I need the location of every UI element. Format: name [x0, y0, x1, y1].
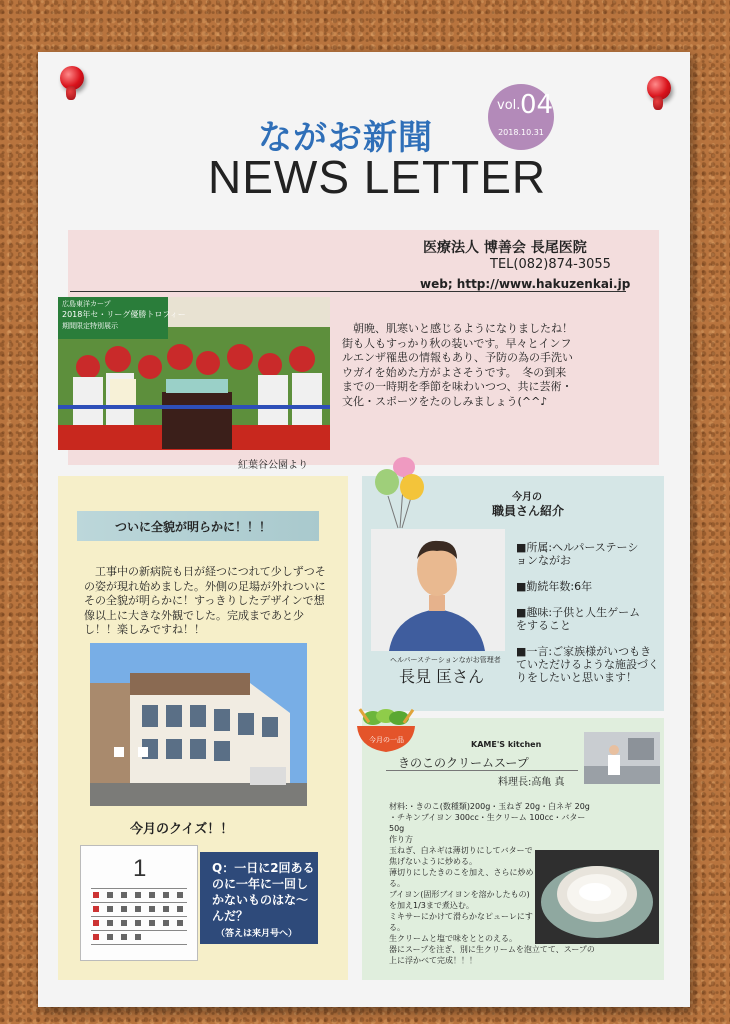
- recipe-title-underline: [386, 770, 578, 771]
- recipe-line: 玉ねぎ、白ネギは薄切りにしてバターで焦げないように炒める。: [389, 846, 533, 866]
- staff-fact-message: ■一言:ご家族様がいつもきていただけるような施設づくりをしたいと思います！: [516, 645, 659, 684]
- recipe-line: 器にスープを注ぎ、別に生クリームを泡立てて、スープの上に浮かべて完成！！！: [389, 945, 595, 965]
- kitchen-photo: [584, 732, 660, 784]
- issue-date: 2018.10.31: [498, 128, 544, 137]
- trophy-exhibit-photo: [58, 297, 330, 450]
- calendar-month: 1: [133, 855, 147, 882]
- header-divider: [70, 291, 626, 292]
- recipe-line: ミキサーにかけて滑らかなピューレにする。: [389, 912, 533, 932]
- clinic-name: 医療法人 博善会 長尾医院: [423, 240, 587, 256]
- quiz-question-box: [200, 852, 318, 944]
- recipe-line: 薄切りにしたきのこを加え、さらに炒める。: [389, 868, 534, 888]
- recipe-line: 生クリームと塩で味をととのえる。: [389, 934, 517, 943]
- recipe-title: きのこのクリームスープ: [398, 756, 529, 770]
- clinic-website[interactable]: web; http://www.hakuzenkai.jp: [420, 277, 631, 291]
- news-story: 工事中の新病院も日が経つにつれて少しずつその姿が現れ始めました。外側の足場が外れついにその全貌が明らかに！すっきりしたデザインで想像以上に大きな外観でした。完成まであと少し！！楽しみですね！！: [84, 565, 326, 636]
- calendar-image: [80, 845, 198, 961]
- clinic-phone: TEL(082)874-3055: [490, 257, 611, 272]
- kitchen-badge-text: 今月の一品: [369, 736, 404, 744]
- push-pin-left-icon: [60, 66, 84, 90]
- salad-bowl-icon: [351, 708, 421, 754]
- volume-number: 04: [520, 90, 554, 120]
- staff-heading: 職員さん紹介: [492, 504, 565, 518]
- photo-sign-line-3: 期間限定特別展示: [62, 322, 118, 330]
- volume-badge: [488, 84, 554, 150]
- intro-text: 朝晩、肌寒いと感じるようになりましたね！街も人もすっかり秋の装いです。早々とインフルエンザ罹患の情報もあり、予防の為の手洗いウガイを始めた方がよさそうです。 冬の到来までの一時期を季節を味わいつつ、共に芸術・文化・スポーツをたのしみましょう(^^♪: [342, 322, 573, 408]
- masthead-title-en: NEWS LETTER: [208, 151, 547, 203]
- news-headline: ついに全貌が明らかに！！！: [115, 520, 272, 534]
- quiz-answer-note: （答えは来月号へ）: [216, 929, 298, 939]
- photo-sign-line-2: 2018年セ・リーグ優勝トロフィー: [62, 310, 186, 319]
- recipe-line: 作り方: [389, 835, 413, 844]
- photo-sign-line-1: 広島東洋カープ: [62, 300, 111, 308]
- quiz-title: 今月のクイズ！！: [130, 822, 234, 837]
- new-clinic-photo: [90, 643, 307, 806]
- kitchen-label: KAME'S kitchen: [471, 740, 542, 749]
- news-headline-banner: [77, 511, 319, 541]
- staff-name: 長見 匡さん: [399, 667, 485, 686]
- staff-role: ヘルパーステーションながお管理者: [390, 656, 501, 664]
- recipe-line: ブイヨン(固形ブイヨンを溶かしたもの)を加え1/3まで煮込む。: [389, 890, 530, 910]
- staff-fact-hobby: ■趣味:子供と人生ゲームをすること: [516, 606, 641, 632]
- chef-name: 料理長:高亀 真: [498, 777, 565, 788]
- balloons-icon: [372, 456, 428, 532]
- trophy-photo-caption: 紅葉谷公園より: [238, 460, 308, 471]
- staff-fact-department: ■所属:ヘルパーステーションながお: [516, 541, 639, 567]
- quiz-question: Q：一日に2回あるのに一年に一回しかないものはな〜んだ？: [212, 861, 315, 923]
- push-pin-right-icon: [647, 76, 671, 100]
- recipe-line: 材料:・きのこ(数種類)200g・玉ねぎ 20g・白ネギ 20g: [389, 802, 590, 811]
- masthead-title-jp: ながお新聞: [258, 118, 433, 158]
- soup-photo: [535, 850, 659, 944]
- staff-heading-small: 今月の: [512, 492, 542, 503]
- recipe-line: ・チキンブイヨン 300cc・生クリーム 100cc・バター 50g: [389, 813, 586, 833]
- staff-portrait: [371, 529, 505, 651]
- staff-fact-years: ■勤続年数:6年: [516, 580, 593, 593]
- volume-prefix: vol.: [497, 98, 521, 113]
